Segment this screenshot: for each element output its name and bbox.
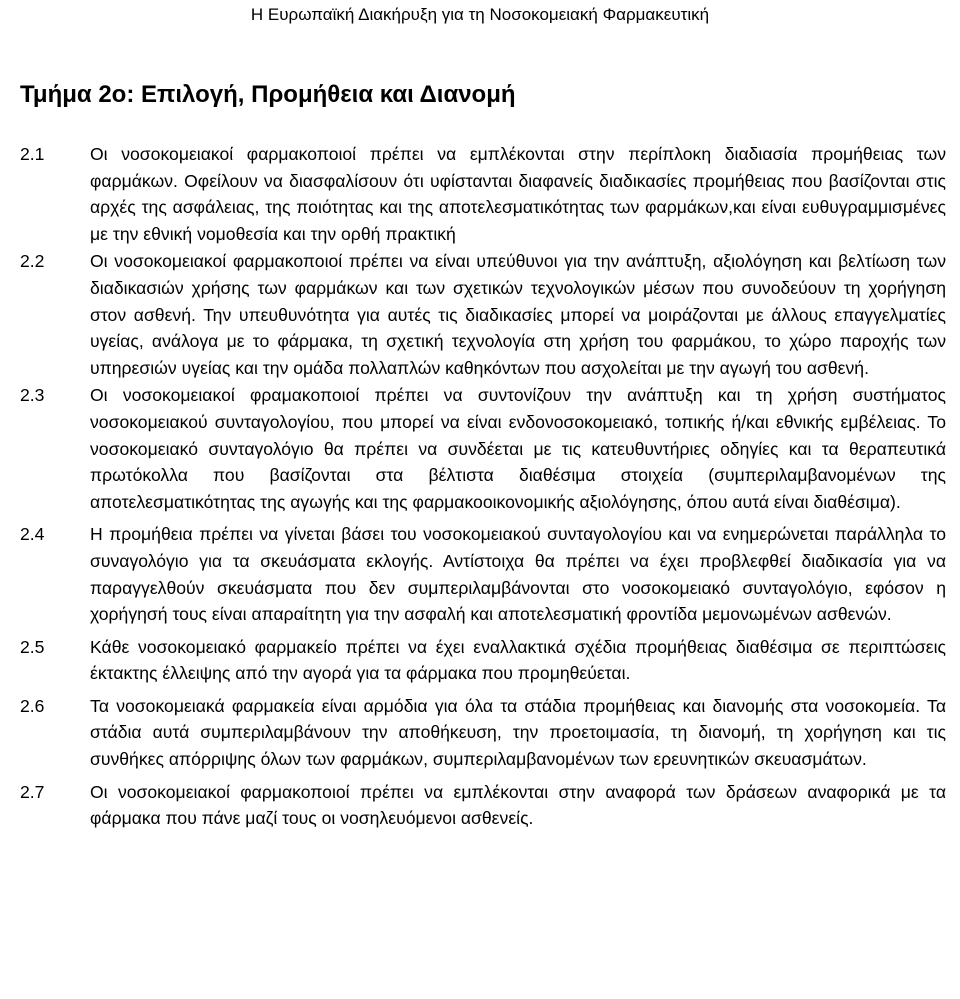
item-list bbox=[20, 141, 946, 832]
section-title: Τμήμα 2ο: Επιλογή, Προμήθεια και Διανομή bbox=[20, 81, 516, 108]
item-text: Οι νοσοκομειακοί φαρμακοποιοί πρέπει να είναι υπεύθυνοι για την ανάπτυξη, αξιολόγηση και βελτίωση των διαδικασιών χρήσης των φαρμάκων και των σχετικών τεχνολογικών μέσων που συνοδεύουν τη χορήγηση στον ασθενή. Την υπευθυνότητα για αυτές τις διαδικασίες μπορεί να μοιράζονται με άλλους επαγγελματίες υγείας, ανάλογα με το φάρμακα, τη σχετική τεχνολογία στη χρήση του φαρμάκου, το χώρο παροχής των υπηρεσιών υγείας και την ομάδα πολλαπλών καθηκόντων που ασχολείται με την αγωγή του ασθενή. bbox=[90, 251, 946, 378]
item-text: Κάθε νοσοκομειακό φαρμακείο πρέπει να έχει εναλλακτικά σχέδια προμήθειας διαθέσιμα σε περιπτώσεις έκτακτης έλλειψης από την αγορά για τα φάρμακα που προμηθεύεται. bbox=[90, 636, 946, 684]
item-text: Οι νοσοκομειακοί φαρμακοποιοί πρέπει να εμπλέκονται στην περίπλοκη διαδιασία προμήθειας των φαρμάκων. Οφείλουν να διασφαλίσουν ότι υφίστανται διαφανείς διαδικασίες προμήθειας που βασίζονται στις αρχές της ασφάλειας, της ποιότητας και της αποτελεσματικότητας των φαρμάκων,και είναι ευθυγραμμισμένες με την εθνική νομοθεσία και την ορθή πρακτική bbox=[90, 144, 946, 244]
item-number: 2.5 bbox=[20, 636, 45, 657]
item-number: 2.7 bbox=[20, 781, 45, 802]
list-item bbox=[20, 382, 946, 515]
item-number: 2.6 bbox=[20, 695, 45, 716]
item-text: Οι νοσοκομειακοί φραμακοποιοί πρέπει να συντονίζουν την ανάπτυξη και τη χρήση συστήματος νοσοκομειακού συνταγολογίου, που μπορεί να είναι ενδονοσοκομειακό, τοπικής ή/και εθνικής εμβέλειας. Το νοσοκομειακό συνταγολόγιο θα πρέπει να συνδέεται με τις κατευθυντήριες οδηγίες και τα θεραπευτικά πρωτόκολλα που βασίζονται στα βέλτιστα διαθέσιμα στοιχεία (συμπεριλαμβανομένων της αποτελεσματικότητας της αγωγής και της φαρμακοοικονομικής αξιολόγησης, όπου αυτά είναι διαθέσιμα). bbox=[90, 385, 946, 512]
item-text: Οι νοσοκομειακοί φαρμακοποιοί πρέπει να εμπλέκονται στην αναφορά των δράσεων αναφορικά με τα φάρμακα που πάνε μαζί τους οι νοσηλευόμενοι ασθενείς. bbox=[90, 781, 946, 829]
item-text: Τα νοσοκομειακά φαρμακεία είναι αρμόδια για όλα τα στάδια προμήθειας και διανομής στα νοσοκομεία. Τα στάδια αυτά συμπεριλαμβάνουν την αποθήκευση, την προετοιμασία, τη διανομή, τη χορήγηση και τις συνθήκες απόρριψης όλων των φαρμάκων, συμπεριλαμβανομένων των ερευνητικών σκευασμάτων. bbox=[90, 695, 946, 770]
item-number: 2.4 bbox=[20, 524, 45, 545]
page-header: Η Ευρωπαϊκή Διακήρυξη για τη Νοσοκομειακή Φαρμακευτική bbox=[250, 5, 710, 24]
list-item bbox=[20, 248, 946, 381]
list-item bbox=[20, 693, 946, 773]
list-item bbox=[20, 141, 946, 247]
item-number: 2.3 bbox=[20, 385, 45, 406]
item-number: 2.2 bbox=[20, 251, 45, 272]
item-number: 2.1 bbox=[20, 144, 45, 164]
list-item bbox=[20, 521, 946, 627]
list-item bbox=[20, 779, 946, 832]
item-text: Η προμήθεια πρέπει να γίνεται βάσει του νοσοκομειακού συνταγολογίου και να ενημερώνεται παράλληλα το συναγολόγιο για τα σκευάσματα εκλογής. Αντίστοιχα θα πρέπει να έχει προβλεφθεί διαδικασία για να παραγγελθούν σκευάσματα που δεν συμπεριλαμβάνονται στο νοσοκομειακό συνταγολόγιο, εφόσον η χορήγησή τους είναι απαραίτητη για την ασφαλή και αποτελεσματική φροντίδα μεμονωμένων ασθενών. bbox=[90, 524, 946, 625]
list-item bbox=[20, 634, 946, 687]
